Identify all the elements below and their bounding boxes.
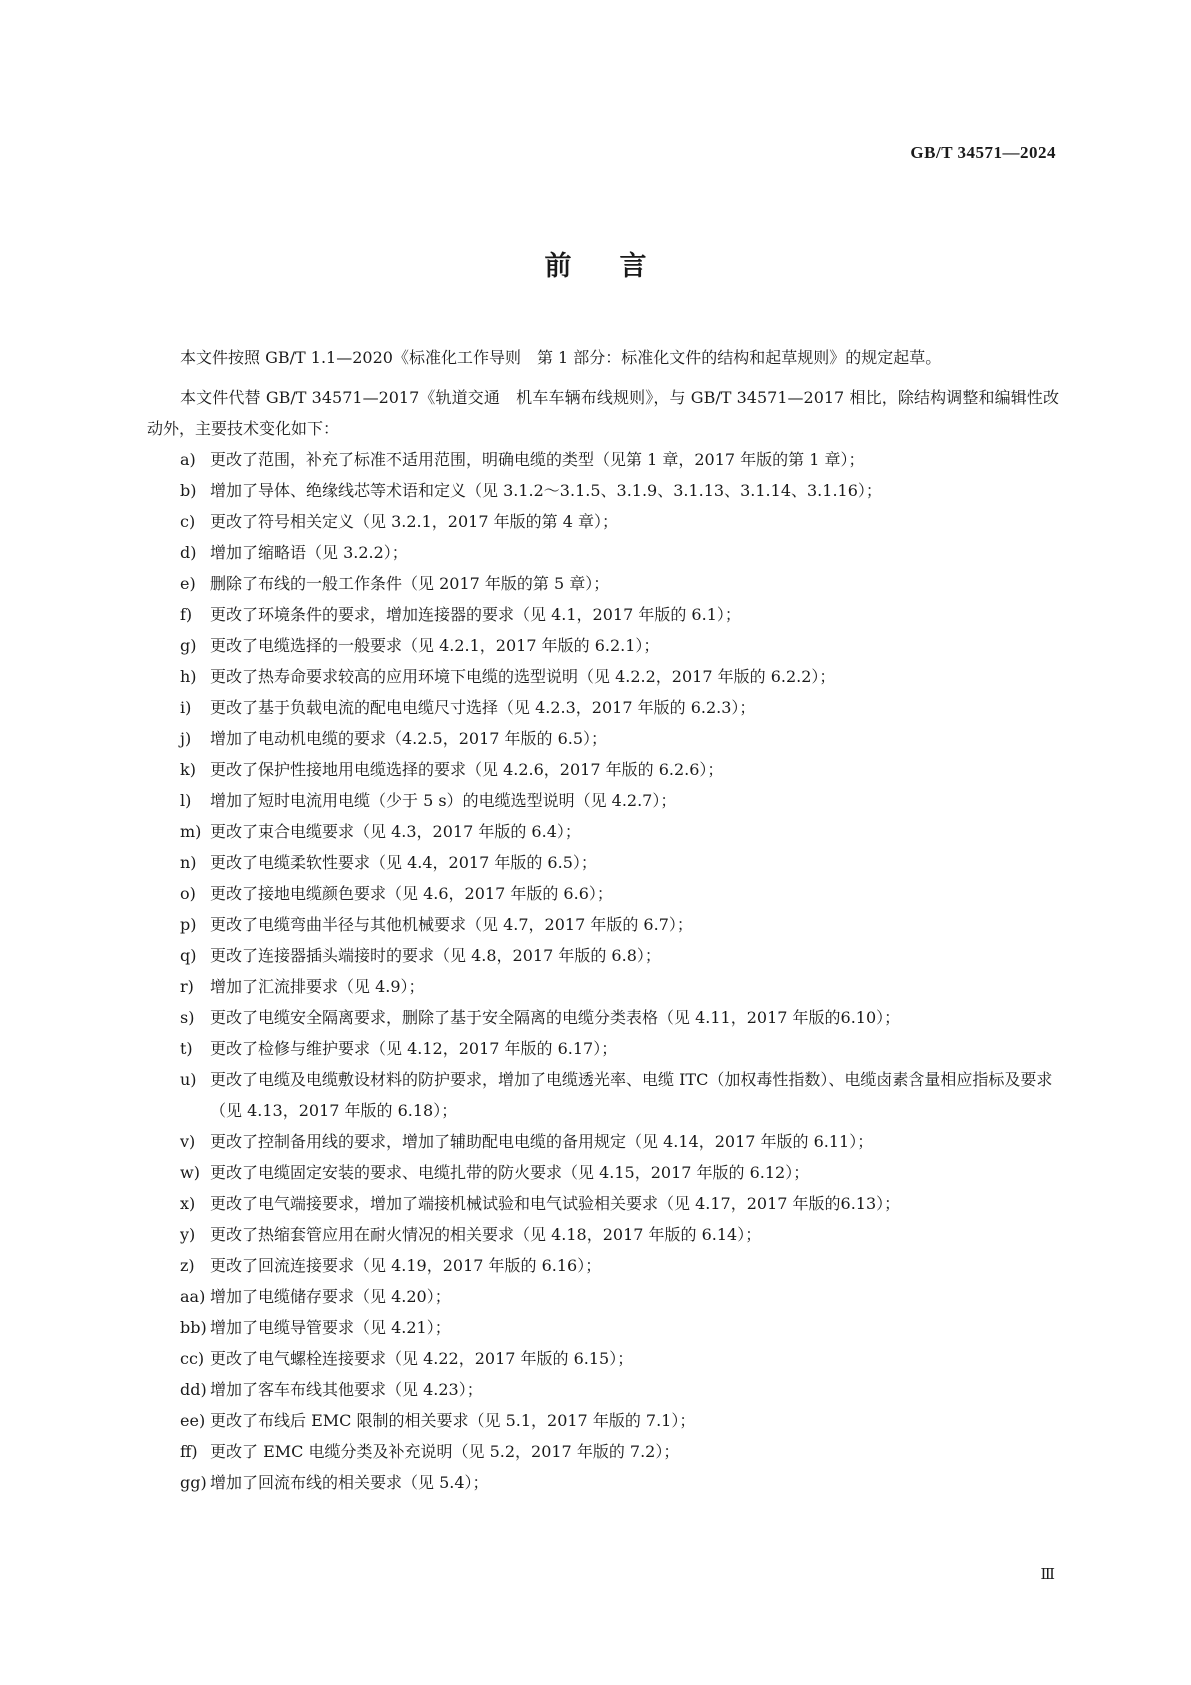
paragraph-drafting-rules: 本文件按照 GB/T 1.1—2020《标准化工作导则 第 1 部分：标准化文件的结构和起草规则》的规定起草。	[180, 348, 942, 367]
list-item-text: 更改了基于负载电流的配电电缆尺寸选择（见 4.2.3，2017 年版的 6.2.3）；	[210, 698, 756, 717]
list-item	[147, 1157, 1059, 1188]
list-item-text: 更改了热缩套管应用在耐火情况的相关要求（见 4.18，2017 年版的 6.14）；	[210, 1225, 762, 1244]
list-item-label: u)	[180, 1070, 197, 1089]
list-item-label: k)	[180, 760, 196, 779]
list-item-label: gg)	[180, 1473, 207, 1492]
list-item-text: 更改了回流连接要求（见 4.19，2017 年版的 6.16）；	[210, 1256, 602, 1275]
list-item	[147, 909, 1059, 940]
list-item	[147, 1436, 1059, 1467]
list-item	[147, 878, 1059, 909]
list-item-text: 更改了符号相关定义（见 3.2.1，2017 年版的第 4 章）；	[210, 512, 618, 531]
list-item-label: z)	[180, 1256, 195, 1275]
list-item	[147, 506, 1059, 537]
list-item	[147, 1219, 1059, 1250]
list-item	[147, 940, 1059, 971]
list-item-text: 增加了电缆导管要求（见 4.21）；	[210, 1318, 451, 1337]
list-item-text: 增加了电动机电缆的要求（4.2.5，2017 年版的 6.5）；	[210, 729, 608, 748]
document-body	[147, 342, 1059, 1498]
list-item-text: 更改了环境条件的要求，增加连接器的要求（见 4.1，2017 年版的 6.1）；	[210, 605, 741, 624]
list-item	[147, 1064, 1059, 1126]
list-item-text: 更改了电气螺栓连接要求（见 4.22，2017 年版的 6.15）；	[210, 1349, 634, 1368]
list-item-label: o)	[180, 884, 196, 903]
standard-number: GB/T 34571—2024	[910, 143, 1056, 162]
list-item-label: g)	[180, 636, 197, 655]
list-item-label: n)	[180, 853, 197, 872]
list-item-label: aa)	[180, 1287, 206, 1306]
list-item	[147, 1467, 1059, 1498]
list-item-text: 更改了连接器插头端接时的要求（见 4.8，2017 年版的 6.8）；	[210, 946, 661, 965]
list-item-text: 更改了布线后 EMC 限制的相关要求（见 5.1，2017 年版的 7.1）；	[210, 1411, 696, 1430]
list-item-label: e)	[180, 574, 196, 593]
paragraph-replacement: 本文件代替 GB/T 34571—2017《轨道交通 机车车辆布线规则》，与 GB/T 34571—2017 相比，除结构调整和编辑性改动外，主要技术变化如下：	[147, 388, 1059, 438]
list-item	[147, 723, 1059, 754]
list-item-label: dd)	[180, 1380, 207, 1399]
list-item-text: 更改了束合电缆要求（见 4.3，2017 年版的 6.4）；	[210, 822, 581, 841]
list-item	[147, 1002, 1059, 1033]
list-item-text: 更改了电缆选择的一般要求（见 4.2.1，2017 年版的 6.2.1）；	[210, 636, 660, 655]
list-item	[147, 1312, 1059, 1343]
list-item	[147, 475, 1059, 506]
list-item-text: 增加了短时电流用电缆（少于 5 s）的电缆选型说明（见 4.2.7）；	[210, 791, 677, 810]
list-item	[147, 1188, 1059, 1219]
list-item-label: cc)	[180, 1349, 205, 1368]
list-item	[147, 1126, 1059, 1157]
list-item-text: 更改了 EMC 电缆分类及补充说明（见 5.2，2017 年版的 7.2）；	[210, 1442, 680, 1461]
list-item	[147, 630, 1059, 661]
list-item	[147, 537, 1059, 568]
list-item	[147, 599, 1059, 630]
page-title: 前言	[544, 251, 695, 282]
list-item	[147, 1250, 1059, 1281]
list-item-text: 更改了范围，补充了标准不适用范围，明确电缆的类型（见第 1 章，2017 年版的第 1 章）；	[210, 450, 865, 469]
list-item-label: ff)	[180, 1442, 198, 1461]
list-item-text: 增加了缩略语（见 3.2.2）；	[210, 543, 408, 562]
list-item	[147, 1033, 1059, 1064]
list-item-label: d)	[180, 543, 197, 562]
list-item-text: 删除了布线的一般工作条件（见 2017 年版的第 5 章）；	[210, 574, 610, 593]
list-item-text: 更改了电缆及电缆敷设材料的防护要求，增加了电缆透光率、电缆 ITC（加权毒性指数）、电缆卤素含量相应指标及要求（见 4.13，2017 年版的 6.18）；	[210, 1070, 1053, 1120]
list-item-text: 增加了客车布线其他要求（见 4.23）；	[210, 1380, 483, 1399]
list-item-label: q)	[180, 946, 197, 965]
list-item	[147, 444, 1059, 475]
changes-list	[147, 444, 1059, 1498]
list-item-text: 更改了保护性接地用电缆选择的要求（见 4.2.6，2017 年版的 6.2.6）；	[210, 760, 724, 779]
list-item-label: v)	[180, 1132, 196, 1151]
list-item	[147, 816, 1059, 847]
list-item-text: 更改了热寿命要求较高的应用环境下电缆的选型说明（见 4.2.2，2017 年版的 6.2.2）；	[210, 667, 836, 686]
list-item-text: 增加了回流布线的相关要求（见 5.4）；	[210, 1473, 489, 1492]
list-item-label: f)	[180, 605, 193, 624]
list-item-text: 更改了电缆柔软性要求（见 4.4，2017 年版的 6.5）；	[210, 853, 597, 872]
list-item-label: m)	[180, 822, 202, 841]
list-item-text: 更改了电缆弯曲半径与其他机械要求（见 4.7，2017 年版的 6.7）；	[210, 915, 693, 934]
list-item-label: i)	[180, 698, 192, 717]
list-item-label: l)	[180, 791, 192, 810]
list-item	[147, 1281, 1059, 1312]
list-item-label: a)	[180, 450, 196, 469]
list-item-text: 更改了接地电缆颜色要求（见 4.6，2017 年版的 6.6）；	[210, 884, 613, 903]
list-item-label: r)	[180, 977, 194, 996]
list-item-label: w)	[180, 1163, 200, 1182]
list-item-text: 增加了导体、绝缘线芯等术语和定义（见 3.1.2～3.1.5、3.1.9、3.1.13、3.1.14、3.1.16）；	[210, 481, 882, 500]
list-item-label: p)	[180, 915, 197, 934]
list-item	[147, 847, 1059, 878]
page-number: Ⅲ	[1040, 1567, 1055, 1583]
list-item	[147, 1374, 1059, 1405]
list-item-label: x)	[180, 1194, 196, 1213]
list-item-label: c)	[180, 512, 196, 531]
list-item-text: 更改了电缆安全隔离要求，删除了基于安全隔离的电缆分类表格（见 4.11，2017 年版的6.10）；	[210, 1008, 901, 1027]
list-item	[147, 754, 1059, 785]
list-item-text: 更改了控制备用线的要求，增加了辅助配电电缆的备用规定（见 4.14，2017 年版的 6.11）；	[210, 1132, 874, 1151]
list-item-text: 增加了电缆储存要求（见 4.20）；	[210, 1287, 451, 1306]
list-item	[147, 661, 1059, 692]
list-item-label: s)	[180, 1008, 195, 1027]
list-item-text: 更改了电缆固定安装的要求、电缆扎带的防火要求（见 4.15，2017 年版的 6.12）；	[210, 1163, 810, 1182]
list-item-label: h)	[180, 667, 197, 686]
list-item-label: b)	[180, 481, 197, 500]
list-item	[147, 568, 1059, 599]
list-item-label: ee)	[180, 1411, 206, 1430]
list-item-label: t)	[180, 1039, 193, 1058]
list-item	[147, 1405, 1059, 1436]
list-item	[147, 692, 1059, 723]
list-item	[147, 971, 1059, 1002]
list-item-label: bb)	[180, 1318, 207, 1337]
list-item-text: 更改了电气端接要求，增加了端接机械试验和电气试验相关要求（见 4.17，2017 年版的6.13）；	[210, 1194, 901, 1213]
list-item	[147, 1343, 1059, 1374]
list-item	[147, 785, 1059, 816]
list-item-text: 更改了检修与维护要求（见 4.12，2017 年版的 6.17）；	[210, 1039, 618, 1058]
list-item-text: 增加了汇流排要求（见 4.9）；	[210, 977, 425, 996]
list-item-label: y)	[180, 1225, 196, 1244]
list-item-label: j)	[180, 729, 192, 748]
